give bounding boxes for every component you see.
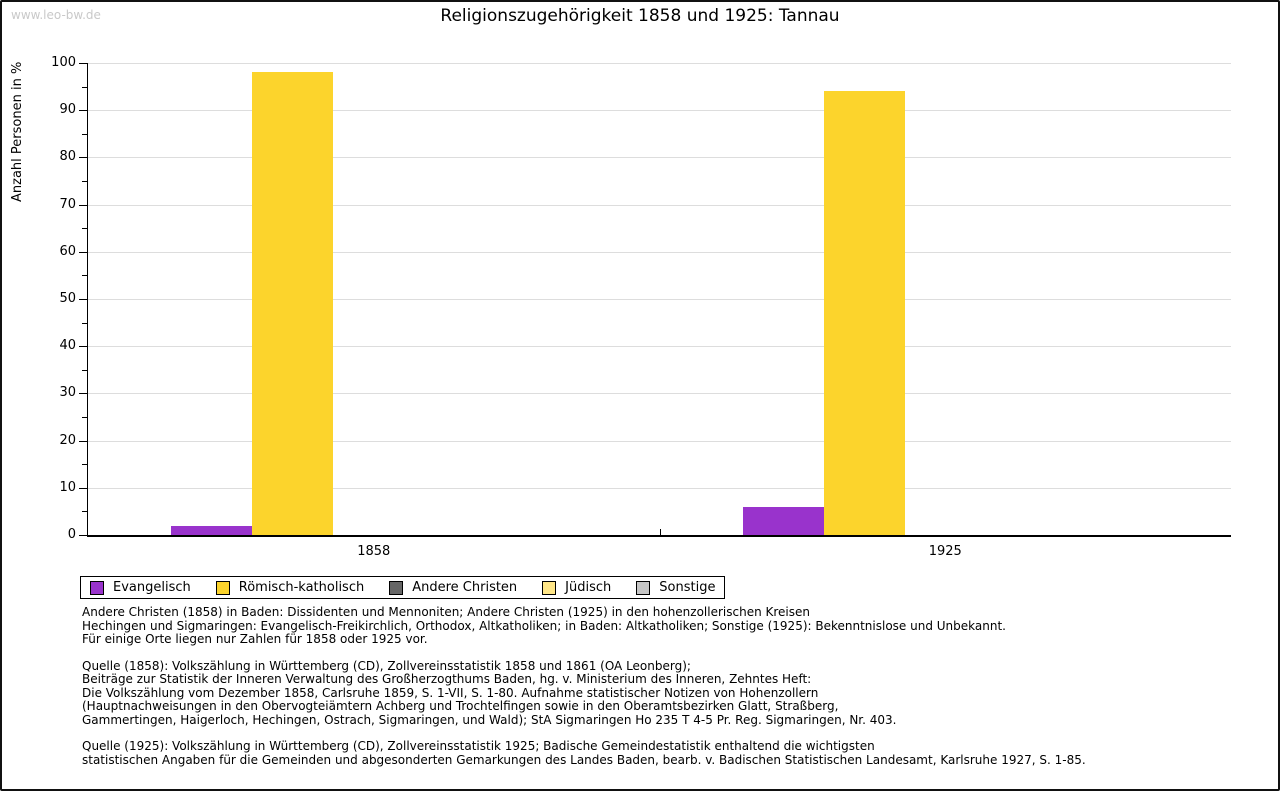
legend-item-andere-christen: [389, 580, 517, 595]
y-axis-tick-label: 10: [59, 479, 76, 495]
footnote-line: Beiträge zur Statistik der Inneren Verwaltung des Großherzogthums Baden, hg. v. Ministerium des Inneren, Zehntes Heft:: [82, 672, 812, 686]
legend-label-andere-christen: Andere Christen: [412, 580, 518, 595]
bar-evangelisch-1925: [743, 507, 824, 535]
footnote-line: Quelle (1925): Volkszählung in Württemberg (CD), Zollvereinsstatistik 1925; Badische Gemeindestatistik enthaltend die wichtigsten: [82, 739, 875, 753]
legend-item-jüdisch: [542, 580, 611, 595]
y-axis-tick-label: 40: [59, 338, 76, 354]
legend-label-sonstige: Sonstige: [659, 580, 716, 595]
legend-label-jüdisch: Jüdisch: [565, 580, 612, 595]
plot-area: [87, 63, 1231, 559]
legend-item-evangelisch: [90, 580, 191, 595]
footnote-paragraph-1: [82, 606, 1086, 647]
footnote-paragraph-2: [82, 660, 1086, 728]
watermark: www.leo-bw.de: [11, 8, 101, 22]
y-axis-major-tick: [79, 299, 87, 300]
legend: [80, 576, 725, 599]
y-axis-major-tick: [79, 205, 87, 206]
legend-swatch-jüdisch: [542, 581, 556, 595]
y-axis-major-tick: [79, 535, 87, 536]
footnote-line: (Hauptnachweisungen in den Obervogteiämtern Achberg und Trochtelfingen sowie in den Oberamtsbezirken Glatt, Straßberg,: [82, 699, 839, 713]
gridline-100: [88, 63, 1231, 64]
y-axis-major-tick: [79, 157, 87, 158]
bar-evangelisch-1858: [171, 526, 252, 535]
footnote-line: Gammertingen, Haigerloch, Hechingen, Ostrach, Sigmaringen, und Wald); StA Sigmaringen Ho 235 T 4-5 Pr. Reg. Sigmaringen, Nr. 403.: [82, 712, 897, 727]
x-axis-category-boundary-tick: [660, 529, 661, 535]
y-axis-tick-label: 100: [51, 55, 76, 70]
y-axis-tick-label: 70: [59, 196, 76, 212]
y-axis-tick-label: 90: [59, 102, 76, 118]
y-axis-major-tick: [79, 63, 87, 64]
legend-item-sonstige: [636, 580, 715, 595]
y-axis-tick-label: 0: [67, 527, 76, 542]
footnote-paragraph-3: [82, 740, 1086, 767]
y-axis-major-tick: [79, 393, 87, 394]
x-axis-category-label-1925: 1925: [928, 544, 962, 559]
y-axis-tick-label: 80: [59, 149, 76, 165]
y-axis-major-tick: [79, 110, 87, 111]
y-axis-major-tick: [79, 441, 87, 442]
legend-label-römisch-katholisch: Römisch-katholisch: [238, 580, 365, 595]
y-axis-label: Anzahl Personen in %: [10, 61, 25, 202]
x-axis-category-label-1858: 1858: [357, 544, 391, 559]
y-axis-major-tick: [79, 252, 87, 253]
footnote-line: Die Volkszählung vom Dezember 1858, Carlsruhe 1859, S. 1-VII, S. 1-80. Aufnahme statistischer Notizen von Hohenzollern: [82, 685, 819, 700]
legend-swatch-römisch-katholisch: [216, 581, 230, 595]
y-axis-tick-label: 50: [59, 291, 76, 306]
y-axis-tick-label: 20: [59, 432, 76, 448]
y-axis-tick-label: 60: [59, 243, 76, 259]
y-axis-tick-label: 30: [59, 385, 76, 401]
footnote-line: Für einige Orte liegen nur Zahlen für 1858 oder 1925 vor.: [82, 632, 428, 646]
footnote-line: statistischen Angaben für die Gemeinden und abgesonderten Gemarkungen des Landes Baden, bearb. v. Badischen Statistischen Landesamt, Karlsruhe 1927, S. 1-85.: [82, 752, 1086, 767]
y-axis-major-tick: [79, 346, 87, 347]
bar-römisch-katholisch-1858: [252, 72, 333, 535]
footnote-line: Hechingen und Sigmaringen: Evangelisch-Freikirchlich, Orthodox, Altkatholiken; in Baden: Altkatholiken; Sonstige (1925): Bekenntnislose und Unbekannt.: [82, 618, 1006, 633]
legend-swatch-evangelisch: [90, 581, 104, 595]
legend-label-evangelisch: Evangelisch: [113, 580, 191, 595]
bar-römisch-katholisch-1925: [824, 91, 905, 535]
footnote-line: Andere Christen (1858) in Baden: Dissidenten und Mennoniten; Andere Christen (1925) in den hohenzollerischen Kreisen: [82, 605, 810, 619]
legend-item-römisch-katholisch: [216, 580, 364, 595]
footnotes: [82, 606, 1086, 780]
legend-swatch-sonstige: [636, 581, 650, 595]
chart-title: Religionszugehörigkeit 1858 und 1925: Tannau: [440, 6, 840, 26]
y-axis-major-tick: [79, 488, 87, 489]
legend-swatch-andere-christen: [389, 581, 403, 595]
footnote-line: Quelle (1858): Volkszählung in Württemberg (CD), Zollvereinsstatistik 1858 und 1861 (OA Leonberg);: [82, 658, 691, 673]
